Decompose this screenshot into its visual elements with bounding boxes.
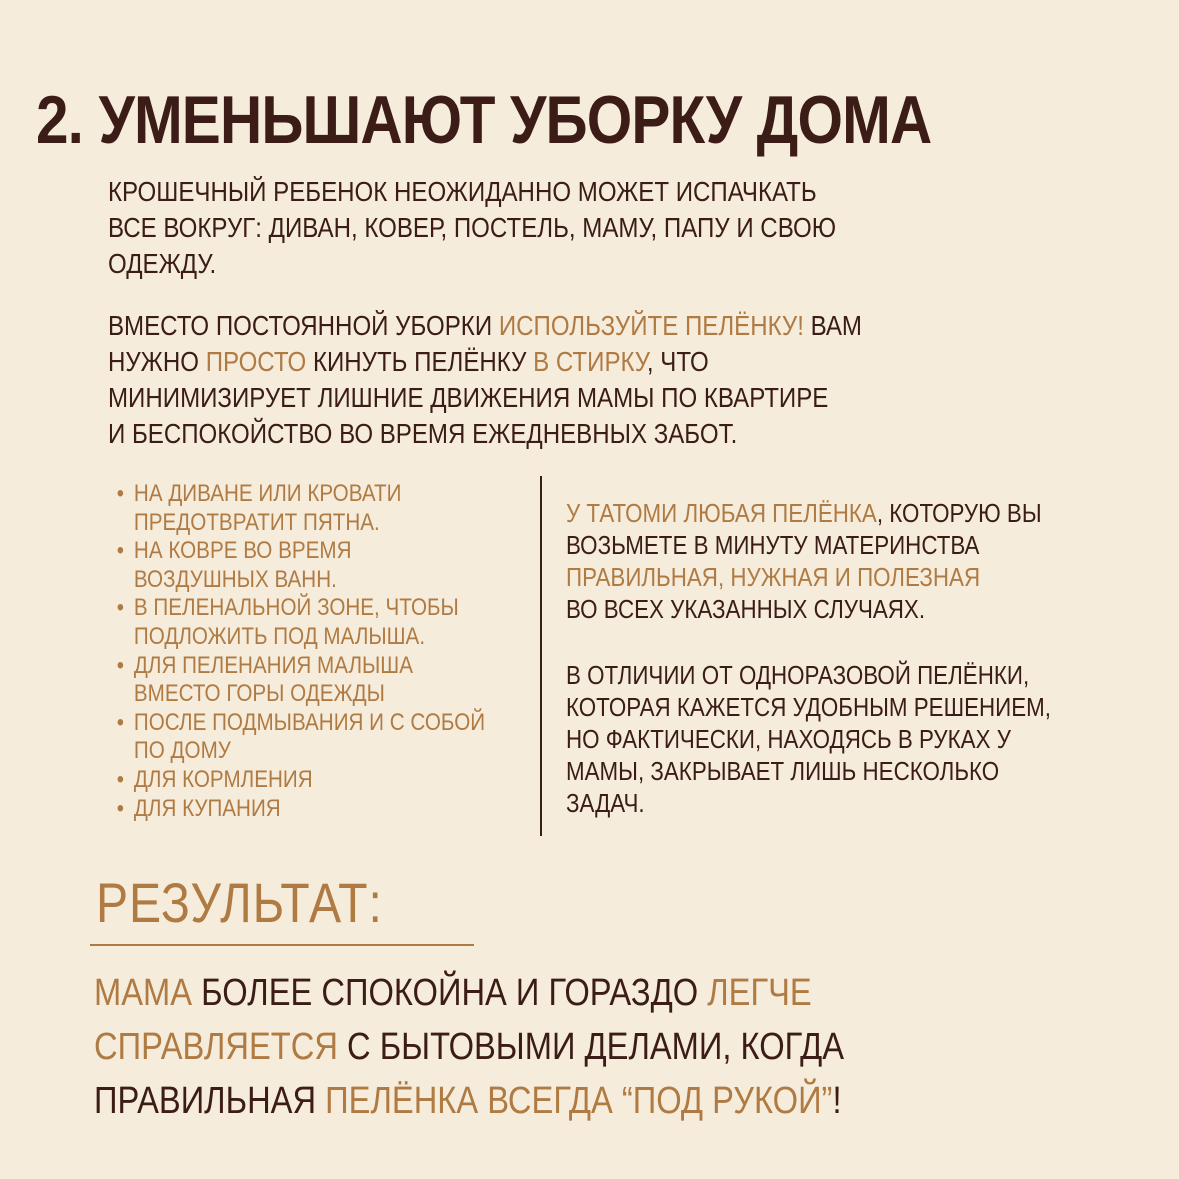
bullet-icon: • [116, 537, 124, 565]
result-text: ! [832, 1080, 842, 1122]
tatomi-line: ПРАВИЛЬНАЯ, НУЖНАЯ И ПОЛЕЗНАЯ [566, 562, 981, 592]
comparison-line: ЗАДАЧ. [566, 788, 645, 818]
result-text: БОЛЕЕ СПОКОЙНА И ГОРАЗДО [192, 972, 708, 1014]
advice-text: ВМЕСТО ПОСТОЯННОЙ УБОРКИ [108, 310, 499, 341]
tatomi-line [566, 497, 1116, 529]
column-divider [540, 476, 542, 836]
result-highlight: МАМА [94, 972, 193, 1014]
list-item-text: ВОЗДУШНЫХ ВАНН. [133, 565, 337, 593]
list-item-text: В ПЕЛЕНАЛЬНОЙ ЗОНЕ, ЧТОБЫ [133, 594, 459, 622]
tatomi-text: , КОТОРУЮ ВЫ [876, 498, 1042, 528]
list-item-text: НА ДИВАНЕ ИЛИ КРОВАТИ [133, 480, 402, 507]
list-item [115, 766, 519, 795]
comparison-paragraph [566, 659, 1116, 819]
advice-text: НУЖНО [108, 346, 206, 377]
list-item-text: ДЛЯ КУПАНИЯ [133, 794, 281, 822]
page-title: 2. УМЕНЬШАЮТ УБОРКУ ДОМА [36, 82, 932, 158]
result-underline [90, 944, 474, 946]
list-item-text: ПОДЛОЖИТЬ ПОД МАЛЫША. [133, 622, 426, 650]
list-item-text: ПОСЛЕ ПОДМЫВАНИЯ И С СОБОЙ [133, 708, 486, 736]
list-item-text: ПРЕДОТВРАТИТ ПЯТНА. [133, 508, 380, 536]
result-heading: РЕЗУЛЬТАТ: [96, 871, 383, 934]
list-item-text: ПО ДОМУ [133, 737, 231, 765]
tatomi-highlight: У ТАТОМИ ЛЮБАЯ ПЕЛЁНКА [566, 498, 877, 528]
comparison-line: В ОТЛИЧИИ ОТ ОДНОРАЗОВОЙ ПЕЛЁНКИ, [566, 660, 1030, 690]
advice-paragraph [108, 308, 968, 452]
list-item [115, 480, 519, 537]
list-item [115, 537, 519, 594]
result-highlight: СПРАВЛЯЕТСЯ [94, 1026, 338, 1068]
bullet-icon: • [116, 794, 124, 822]
usage-list [115, 480, 519, 823]
tatomi-line: ВО ВСЕХ УКАЗАННЫХ СЛУЧАЯХ. [566, 594, 926, 624]
advice-line [108, 344, 968, 380]
bullet-icon: • [116, 708, 124, 736]
result-line [94, 966, 1006, 1020]
result-text: С БЫТОВЫМИ ДЕЛАМИ, КОГДА [337, 1026, 845, 1068]
bullet-icon: • [116, 765, 124, 793]
tatomi-line: ВОЗЬМЕТЕ В МИНУТУ МАТЕРИНСТВА [566, 530, 980, 560]
advice-highlight: В СТИРКУ [533, 346, 647, 377]
list-item [115, 709, 519, 766]
list-item [115, 594, 519, 651]
advice-line [108, 308, 968, 344]
result-line [94, 1020, 1006, 1074]
bullet-icon: • [116, 480, 124, 507]
tatomi-paragraph [566, 497, 1116, 625]
list-item-text: ВМЕСТО ГОРЫ ОДЕЖДЫ [133, 680, 385, 708]
result-paragraph [94, 966, 1006, 1128]
list-item [115, 795, 519, 824]
intro-line: КРОШЕЧНЫЙ РЕБЕНОК НЕОЖИДАННО МОЖЕТ ИСПАЧКАТЬ [108, 176, 817, 207]
bullet-icon: • [116, 651, 124, 679]
comparison-line: НО ФАКТИЧЕСКИ, НАХОДЯСЬ В РУКАХ У [566, 724, 1011, 754]
list-item-text: НА КОВРЕ ВО ВРЕМЯ [133, 537, 352, 565]
comparison-line: МАМЫ, ЗАКРЫВАЕТ ЛИШЬ НЕСКОЛЬКО [566, 756, 1000, 786]
result-highlight: ПЕЛЁНКА ВСЕГДА “ПОД РУКОЙ” [325, 1080, 833, 1122]
list-item-text: ДЛЯ ПЕЛЕНАНИЯ МАЛЫША [133, 651, 413, 679]
result-line [94, 1074, 1006, 1128]
bullet-icon: • [116, 594, 124, 622]
result-text: ПРАВИЛЬНАЯ [94, 1080, 326, 1122]
advice-line: И БЕСПОКОЙСТВО ВО ВРЕМЯ ЕЖЕДНЕВНЫХ ЗАБОТ. [108, 418, 738, 449]
advice-highlight: ИСПОЛЬЗУЙТЕ ПЕЛЁНКУ! [498, 310, 804, 341]
right-column [566, 497, 1116, 819]
advice-text: , ЧТО [646, 346, 709, 377]
advice-line: МИНИМИЗИРУЕТ ЛИШНИЕ ДВИЖЕНИЯ МАМЫ ПО КВАРТИРЕ [108, 382, 829, 413]
list-item-text: ДЛЯ КОРМЛЕНИЯ [133, 765, 313, 793]
intro-line: ОДЕЖДУ. [108, 248, 217, 279]
list-item [115, 652, 519, 709]
intro-line: ВСЕ ВОКРУГ: ДИВАН, КОВЕР, ПОСТЕЛЬ, МАМУ, ПАПУ И СВОЮ [108, 212, 837, 243]
advice-text: ВАМ [803, 310, 862, 341]
result-highlight: ЛЕГЧЕ [707, 972, 812, 1014]
comparison-line: КОТОРАЯ КАЖЕТСЯ УДОБНЫМ РЕШЕНИЕМ, [566, 692, 1051, 722]
advice-text: КИНУТЬ ПЕЛЁНКУ [306, 346, 534, 377]
advice-highlight: ПРОСТО [205, 346, 307, 377]
intro-paragraph [108, 174, 1020, 282]
